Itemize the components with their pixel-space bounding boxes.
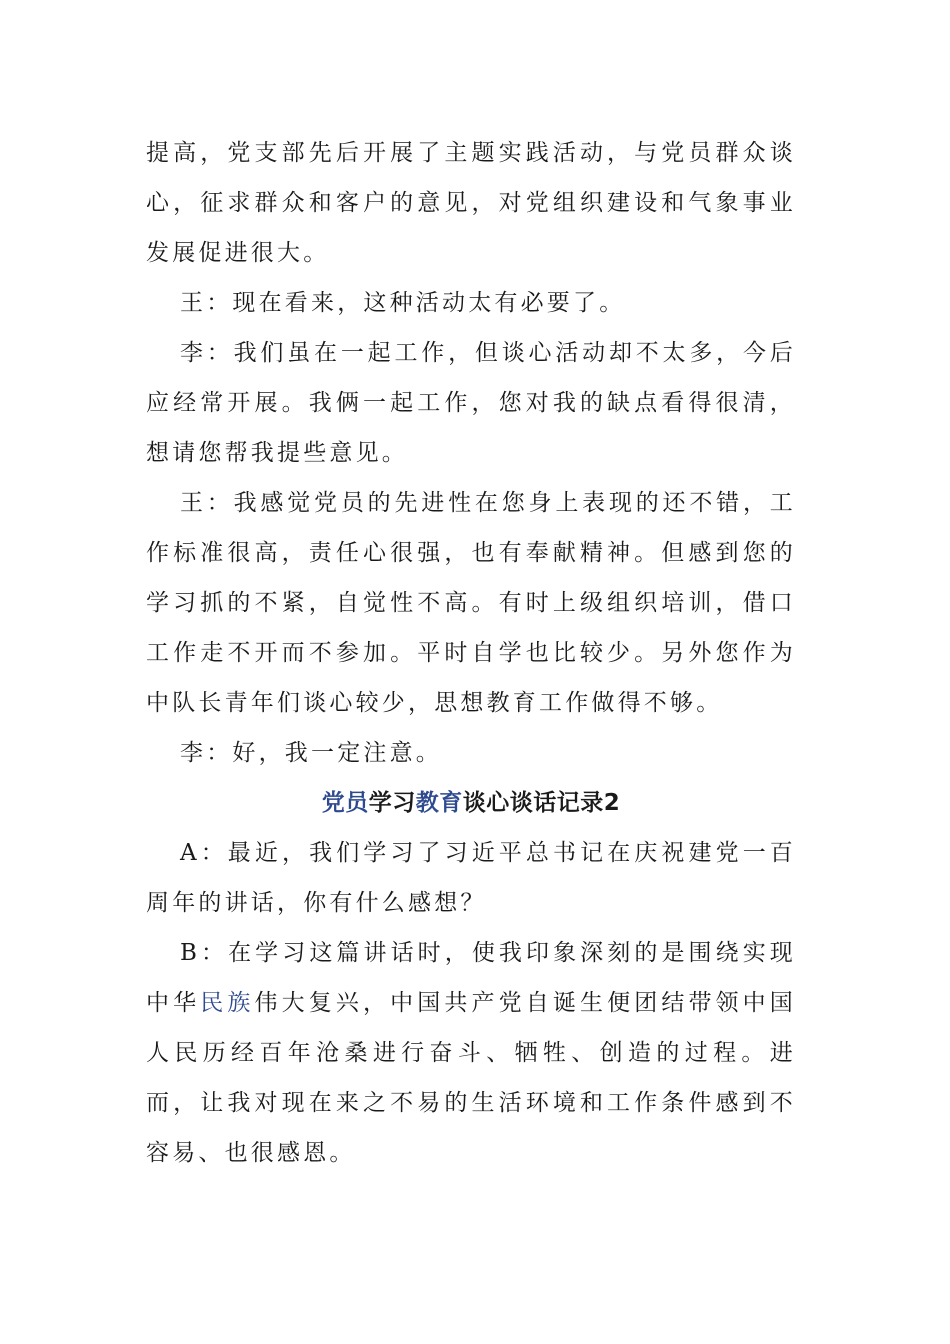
document-body	[146, 128, 796, 1178]
section-heading	[146, 778, 796, 828]
nation-link[interactable]: 民族	[200, 990, 255, 1016]
paragraph-wang-1: 王：现在看来，这种活动太有必要了。	[180, 290, 626, 316]
heading-part-title: 谈心谈话记录2	[462, 790, 621, 816]
paragraph-wang-2: 王：我感觉党员的先进性在您身上表现的还不错，工作标准很高，责任心很强，也有奉献精神。但感到您的学习抓的不紧，自觉性不高。有时上级组织培训，借口工作走不开而不参加。平时自学也比较少。另外您作为中队长青年们谈心较少，思想教育工作做得不够。	[146, 490, 796, 716]
heading-part-study: 学习	[368, 790, 416, 816]
paragraph-li-2: 李：好，我一定注意。	[180, 740, 442, 766]
heading-part-party-member: 党员	[321, 790, 369, 816]
paragraph-b	[146, 928, 796, 1178]
paragraph-intro: 提高，党支部先后开展了主题实践活动，与党员群众谈心，征求群众和客户的意见，对党组织建设和气象事业发展促进很大。	[146, 140, 796, 266]
heading-part-education: 教育	[415, 790, 463, 816]
paragraph-b-start: B：在学习这篇讲话时，使我印象深刻的是围绕实现中华	[146, 940, 796, 1016]
paragraph-li-1: 李：我们虽在一起工作，但谈心活动却不太多，今后应经常开展。我俩一起工作，您对我的缺点看得很清，想请您帮我提些意见。	[146, 340, 796, 466]
paragraph-a: A：最近，我们学习了习近平总书记在庆祝建党一百周年的讲话，你有什么感想？	[146, 840, 796, 916]
paragraph-b-end: 伟大复兴，中国共产党自诞生便团结带领中国人民历经百年沧桑进行奋斗、牺牲、创造的过程。进而，让我对现在来之不易的生活环境和工作条件感到不容易、也很感恩。	[146, 990, 797, 1166]
